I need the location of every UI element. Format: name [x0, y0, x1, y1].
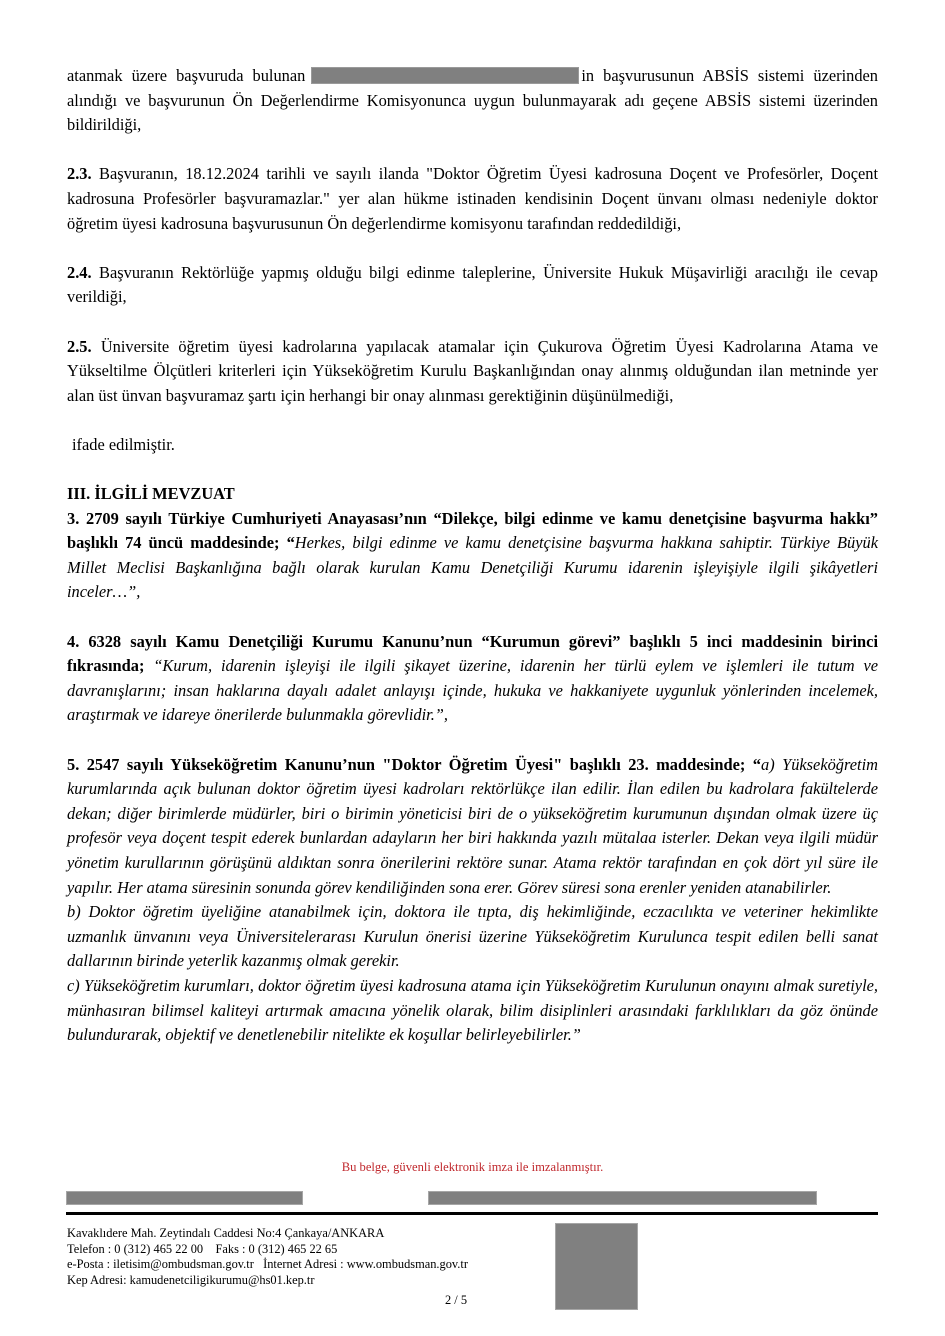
footer-phone-fax: Telefon : 0 (312) 465 22 00 Faks : 0 (312) 465 22 65	[67, 1241, 338, 1256]
legislation-title: 3. 2709 sayılı Türkiye Cumhuriyeti Anayasası’nın “Dilekçe, bilgi edinme ve kamu denetçisine başvurma hakkı” başlıklı 74 üncü maddesinde; “	[67, 508, 878, 553]
footer-kep: Kep Adresi: kamudenetciligikurumu@hs01.kep.tr	[67, 1272, 315, 1287]
paragraph-number: 2.3.	[67, 164, 92, 184]
footer-email-web: e-Posta : iletisim@ombudsman.gov.tr İnternet Adresi : www.ombudsman.gov.tr	[67, 1257, 468, 1272]
legislation-quote-c: c) Yükseköğretim kurumları, doktor öğretim üyesi kadrosuna atama için Yükseköğretim Kurulunun onayını almak suretiyle, münhasıran bilimsel kaliteyi artırmak amacına yönelik olarak, bilim disiplinleri arasındaki farklılıkları da göz önünde bulundurarak, objektif ve denetlenebilir nitelikte ek koşullar belirleyebilirler.”	[67, 975, 878, 1045]
paragraph-number: 2.5.	[67, 336, 92, 356]
redacted-name-box	[311, 67, 579, 84]
legislation-title: 4. 6328 sayılı Kamu Denetçiliği Kurumu Kanunu’nun “Kurumun görevi” başlıklı 5 inci maddesinin birinci fıkrasında;	[67, 631, 878, 676]
legislation-quote: “Kurum, idarenin işleyişi ile ilgili şikayet üzerine, idarenin her türlü eylem ve işlemleri ile tutum ve davranışlarını; insan haklarına dayalı adalet anlayışı içinde, hukuka ve hakkaniyete uygunluk yönlerinden incelemek, araştırmak ve idareye önerilerde bulunmakla görevlidir.”,	[67, 656, 879, 725]
paragraph-2-5	[67, 335, 878, 409]
legislation-item-4	[67, 630, 878, 728]
legislation-item-5	[67, 753, 878, 901]
text: Başvuranın Rektörlüğe yapmış olduğu bilgi edinme taleplerine, Üniversite Hukuk Müşavirliği aracılığı ile cevap verildiği,	[67, 262, 878, 307]
closing-line: ifade edilmiştir.	[72, 434, 175, 454]
legislation-quote-b: b) Doktor öğretim üyeliğine atanabilmek için, doktora ile tıpta, diş hekimliğinde, eczacılıkta ve veteriner hekimlikte uzmanlık ünvanını veya Üniversitelerarası Kurulun önerisi üzerine Yükseköğretim Kurulunca tespit edilen belli sanat dallarının birinde yeterlik kazanmış olmak gerekir.	[67, 902, 878, 971]
legislation-quote-a: a) Yükseköğretim kurumlarında açık bulunan doktor öğretim üyesi kadroları rektörlükçe ilan edilir. İlan edilen bu kadrolara fakültelerde dekan; diğer birimlerde müdürler, biri o birimin yöneticisi biri de o yükseköğretim kurumunun dışından olmak üzere üç profesör veya doçent tespit ederek bunlardan adayların her biri hakkında yazılı mütalaa isterler. Dekan veya ilgili müdür yönetim kurullarının görüşünü aldıktan sonra önerilerini rektöre sunar. Atama rektör tarafından en çok dört yıl süre ile yapılır. Her atama süresinin sonunda görev kendiliğinden sona erer. Görev süresi sona erenler yeniden atanabilirler.	[67, 754, 878, 897]
page-number: 2 / 5	[445, 1293, 468, 1307]
section-heading: III. İLGİLİ MEVZUAT	[67, 484, 235, 504]
legislation-quote: Herkes, bilgi edinme ve kamu denetçisine başvurma hakkına sahiptir. Türkiye Büyük Millet Meclisi Başkanlığına bağlı olarak kurulan Kamu Denetçiliği Kurumu idarenin işleyişiyle ilgili şikâyetleri inceler…”,	[67, 533, 878, 602]
footer-address: Kavaklıdere Mah. Zeytindalı Caddesi No:4 Çankaya/ANKARA	[67, 1226, 385, 1240]
text: in başvurusunun ABSİS sistemi üzerinden alındığı ve başvurunun Ön Değerlendirme Komisyonunca uygun bulunmayarak adı geçene ABSİS sistemi üzerinden bildirildiği,	[67, 66, 878, 135]
redacted-signer-right	[428, 1191, 817, 1205]
footer-divider	[66, 1212, 878, 1215]
paragraph-2-2-continuation	[67, 64, 878, 138]
paragraph-2-4	[67, 261, 878, 310]
footer-contact	[67, 1226, 468, 1288]
text: atanmak üzere başvuruda bulunan	[67, 66, 306, 85]
paragraph-2-3	[67, 162, 878, 236]
paragraph-number: 2.4.	[67, 262, 92, 282]
legislation-title: 5. 2547 sayılı Yükseköğretim Kanunu’nun "Doktor Öğretim Üyesi" başlıklı 23. maddesinde; “	[67, 754, 762, 774]
text: Başvuranın, 18.12.2024 tarihli ve sayılı ilanda "Doktor Öğretim Üyesi kadrosuna Doçent ve Profesörler, Doçent kadrosuna Profesörler başvuramazlar." yer alan hükme istinaden kendisinin Doçent ünvanı olması nedeniyle doktor öğretim üyesi kadrosuna başvurusunun Ön değerlendirme komisyonu tarafından reddedildiği,	[67, 164, 878, 233]
redacted-qr-code	[555, 1223, 638, 1310]
legislation-item-3	[67, 507, 878, 605]
text: Üniversite öğretim üyesi kadrolarına yapılacak atamalar için Çukurova Öğretim Üyesi Kadrolarına Atama ve Yükseltilme Ölçütleri kriterleri için Yükseköğretim Kurulu Başkanlığından onay alınmış olduğundan ilan metninde yer alan üst ünvan başvuramaz şartı için herhangi bir onay alınması gerektiğinin düşünülmediği,	[67, 336, 878, 405]
e-signature-note: Bu belge, güvenli elektronik imza ile imzalanmıştır.	[341, 1160, 604, 1174]
document-body	[67, 64, 878, 1048]
redacted-signer-left	[66, 1191, 303, 1205]
